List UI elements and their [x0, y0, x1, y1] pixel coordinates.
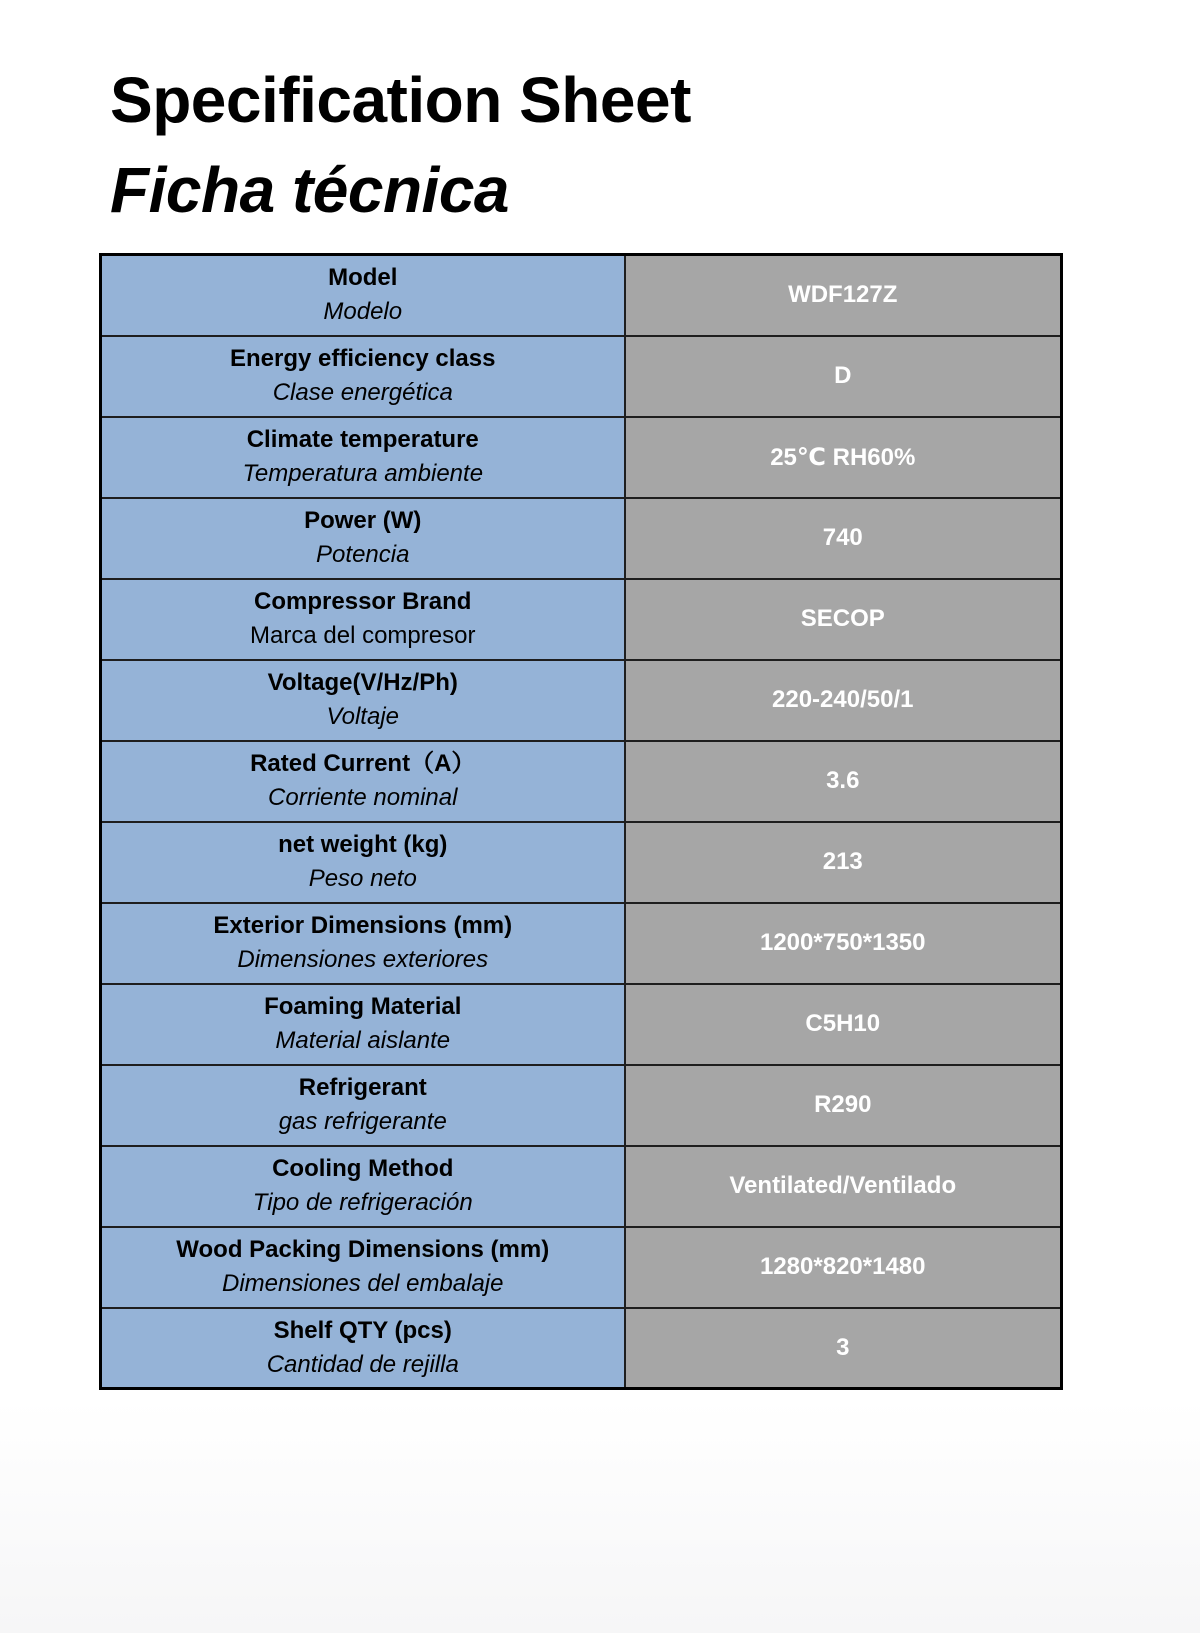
spec-label-spanish: Dimensiones del embalaje	[222, 1270, 504, 1297]
spec-value: C5H10	[625, 984, 1062, 1065]
spec-label-spanish: Corriente nominal	[268, 784, 458, 811]
page-title: Specification Sheet	[110, 64, 691, 136]
table-row	[101, 984, 1062, 1065]
spec-label-english: Foaming Material	[264, 993, 462, 1020]
spec-value: SECOP	[625, 579, 1062, 660]
table-row	[101, 822, 1062, 903]
spec-label-cell	[101, 984, 625, 1065]
spec-label-spanish: Material aislante	[275, 1027, 451, 1054]
spec-value: WDF127Z	[625, 255, 1062, 336]
spec-label-cell	[101, 498, 625, 579]
spec-value: Ventilated/Ventilado	[625, 1146, 1062, 1227]
table-row	[101, 1227, 1062, 1308]
spec-label-spanish: Marca del compresor	[250, 622, 476, 649]
spec-label-english: Model	[328, 264, 398, 292]
spec-label-cell	[101, 417, 625, 498]
spec-value: 1280*820*1480	[625, 1227, 1062, 1308]
spec-label-spanish: Tipo de refrigeración	[252, 1189, 473, 1216]
spec-value: 1200*750*1350	[625, 903, 1062, 984]
spec-label-cell	[101, 741, 625, 822]
spec-label-spanish: Potencia	[316, 541, 410, 568]
spec-label-english: Energy efficiency class	[230, 345, 496, 372]
spec-value: 213	[625, 822, 1062, 903]
table-row	[101, 903, 1062, 984]
spec-label-english: Refrigerant	[298, 1074, 427, 1101]
table-row	[101, 336, 1062, 417]
table-row	[101, 255, 1062, 336]
spec-label-english: Wood Packing Dimensions (mm)	[176, 1236, 550, 1263]
spec-label-cell	[101, 1065, 625, 1146]
spec-label-cell	[101, 660, 625, 741]
spec-label-spanish: Temperatura ambiente	[242, 460, 484, 487]
spec-label-english: Rated Current（A）	[250, 750, 476, 777]
table-row	[101, 1065, 1062, 1146]
spec-label-english: Cooling Method	[272, 1155, 454, 1182]
spec-value: 740	[625, 498, 1062, 579]
table-row	[101, 579, 1062, 660]
spec-label-english: Power (W)	[304, 507, 422, 534]
spec-table	[99, 253, 1063, 1390]
page-subtitle: Ficha técnica	[110, 154, 509, 226]
spec-label-english: Climate temperature	[246, 426, 479, 453]
table-row	[101, 417, 1062, 498]
spec-label-cell	[101, 822, 625, 903]
spec-label-english: Exterior Dimensions (mm)	[213, 912, 513, 939]
spec-label-cell	[101, 1146, 625, 1227]
spec-value: 25℃ RH60%	[625, 417, 1062, 498]
spec-label-spanish: Voltaje	[326, 703, 399, 730]
spec-label-spanish: Peso neto	[308, 865, 417, 892]
table-row	[101, 498, 1062, 579]
table-row	[101, 741, 1062, 822]
spec-value: D	[625, 336, 1062, 417]
spec-label-cell	[101, 1227, 625, 1308]
spec-label-cell	[101, 903, 625, 984]
spec-label-english: Compressor Brand	[254, 588, 472, 615]
spec-label-cell	[101, 336, 625, 417]
spec-label-english: Voltage(V/Hz/Ph)	[267, 669, 458, 696]
spec-label-cell	[101, 1308, 625, 1389]
spec-value: 3	[625, 1308, 1062, 1389]
spec-label-english: net weight (kg)	[278, 831, 448, 858]
spec-label-spanish: Clase energética	[272, 379, 453, 406]
spec-value: 3.6	[625, 741, 1062, 822]
spec-label-cell	[101, 255, 625, 336]
spec-value: R290	[625, 1065, 1062, 1146]
table-row	[101, 660, 1062, 741]
spec-label-english: Shelf QTY (pcs)	[273, 1316, 452, 1344]
spec-label-spanish: Dimensiones exteriores	[237, 946, 489, 973]
table-row	[101, 1146, 1062, 1227]
spec-label-spanish: Cantidad de rejilla	[266, 1350, 459, 1378]
spec-label-spanish: Modelo	[323, 298, 403, 326]
spec-value: 220-240/50/1	[625, 660, 1062, 741]
spec-label-spanish: gas refrigerante	[278, 1108, 447, 1135]
spec-label-cell	[101, 579, 625, 660]
table-row	[101, 1308, 1062, 1389]
